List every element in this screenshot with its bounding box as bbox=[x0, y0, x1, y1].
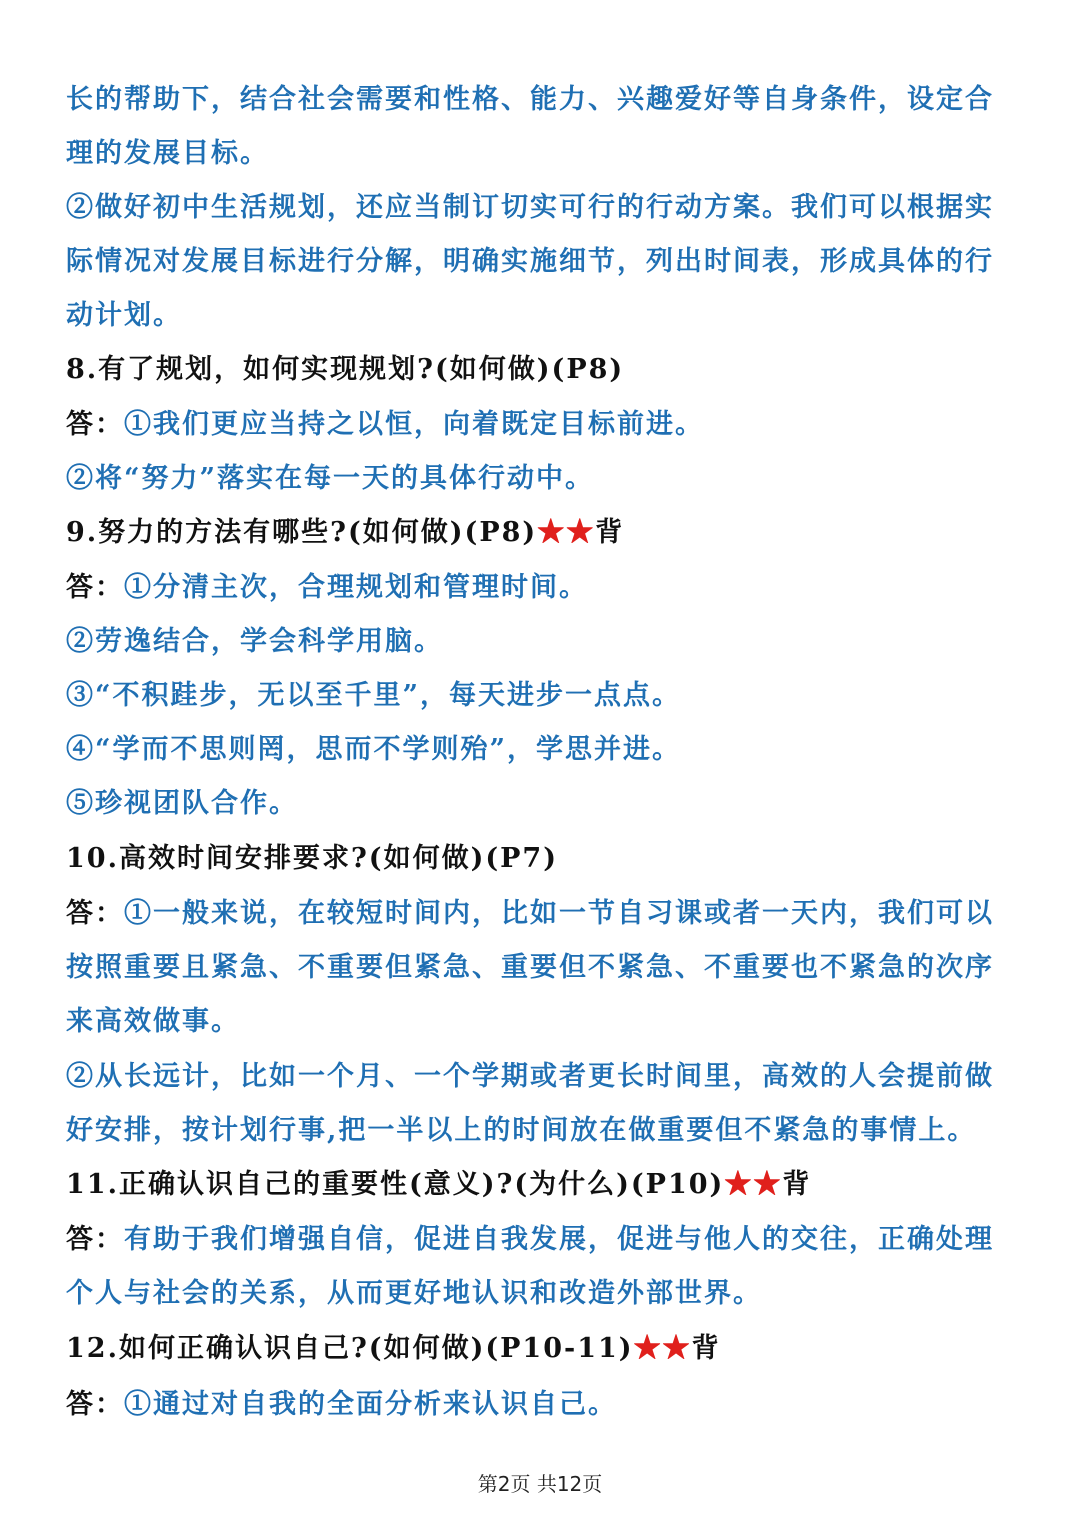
star-rating: ★★ bbox=[724, 1169, 783, 1200]
answer-text-line: 按照重要且紧急、不重要但紧急、重要但不紧急、不重要也不紧急的次序 bbox=[66, 952, 994, 983]
answer-text-line: ②做好初中生活规划，还应当制订切实可行的行动方案。我们可以根据实 bbox=[66, 192, 994, 223]
answer-text-line: 答：有助于我们增强自信，促进自我发展，促进与他人的交往，正确处理 bbox=[66, 1224, 994, 1255]
answer-text-line: ②将“努力”落实在每一天的具体行动中。 bbox=[66, 463, 595, 494]
recite-marker: 背 bbox=[691, 1333, 721, 1364]
answer-prefix: 答： bbox=[66, 572, 124, 603]
answer-text-line: 长的帮助下，结合社会需要和性格、能力、兴趣爱好等自身条件，设定合 bbox=[66, 84, 994, 115]
answer-text-line: 理的发展目标。 bbox=[66, 138, 269, 169]
answer-prefix: 答： bbox=[66, 409, 124, 440]
answer-text-line: 答：①一般来说，在较短时间内，比如一节自习课或者一天内，我们可以 bbox=[66, 898, 994, 929]
recite-marker: 背 bbox=[782, 1169, 812, 1200]
answer-prefix: 答： bbox=[66, 898, 124, 929]
answer-text-line: 答：①我们更应当持之以恒，向着既定目标前进。 bbox=[66, 409, 704, 440]
answer-text-line: 好安排，按计划行事,把一半以上的时间放在做重要但不紧急的事情上。 bbox=[66, 1115, 977, 1146]
question-heading-9: 9.努力的方法有哪些?(如何做)(P8)★★背 bbox=[66, 517, 625, 548]
answer-text-line: 个人与社会的关系，从而更好地认识和改造外部世界。 bbox=[66, 1278, 762, 1309]
answer-text-line: ②劳逸结合，学会科学用脑。 bbox=[66, 626, 443, 657]
answer-text-line: 答：①分清主次，合理规划和管理时间。 bbox=[66, 572, 588, 603]
answer-text-line: ②从长远计，比如一个月、一个学期或者更长时间里，高效的人会提前做 bbox=[66, 1061, 994, 1092]
answer-text-line: 答：①通过对自我的全面分析来认识自己。 bbox=[66, 1389, 617, 1420]
answer-text-line: ⑤珍视团队合作。 bbox=[66, 788, 298, 819]
answer-text-line: ③“不积跬步，无以至千里”，每天进步一点点。 bbox=[66, 680, 682, 711]
answer-prefix: 答： bbox=[66, 1224, 124, 1255]
question-heading-12: 12.如何正确认识自己?(如何做)(P10-11)★★背 bbox=[66, 1333, 721, 1364]
question-heading-11: 11.正确认识自己的重要性(意义)?(为什么)(P10)★★背 bbox=[66, 1169, 812, 1200]
recite-marker: 背 bbox=[595, 517, 625, 548]
question-heading-8: 8.有了规划，如何实现规划?(如何做)(P8) bbox=[66, 354, 625, 385]
answer-text-line: 际情况对发展目标进行分解，明确实施细节，列出时间表，形成具体的行 bbox=[66, 246, 994, 277]
answer-text-line: ④“学而不思则罔，思而不学则殆”，学思并进。 bbox=[66, 734, 682, 765]
answer-text-line: 动计划。 bbox=[66, 300, 182, 331]
answer-text-line: 来高效做事。 bbox=[66, 1006, 240, 1037]
star-rating: ★★ bbox=[633, 1333, 692, 1364]
question-heading-10: 10.高效时间安排要求?(如何做)(P7) bbox=[66, 843, 558, 874]
star-rating: ★★ bbox=[537, 517, 596, 548]
answer-prefix: 答： bbox=[66, 1389, 124, 1420]
page-number-footer: 第2页 共12页 bbox=[477, 1472, 603, 1496]
